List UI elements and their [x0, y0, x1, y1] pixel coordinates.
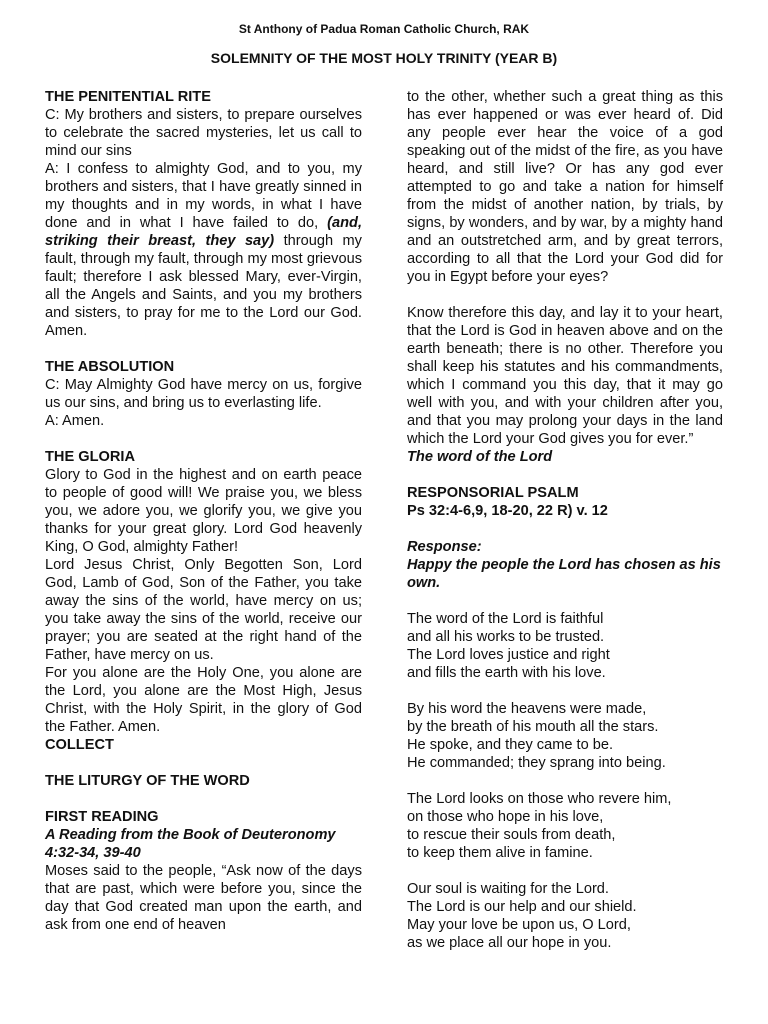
- psalm-verse-line: and fills the earth with his love.: [407, 665, 606, 681]
- psalm-verse-line: and all his works to be trusted.: [407, 629, 605, 645]
- confession-rubric: (and, striking their breast, they say): [45, 215, 363, 249]
- psalm-response-text: Happy the people the Lord has chosen as his own.: [407, 557, 721, 591]
- gloria-paragraph-1: Glory to God in the highest and on earth peace to people of good will! We praise you, we bless you, we adore you, we glorify you, we give you thanks for your great glory. Lord God heavenly King, O God, almighty Father!: [45, 467, 362, 555]
- absolution-celebrant: C: May Almighty God have mercy on us, forgive us our sins, and bring us to everlasting life.: [45, 377, 362, 411]
- psalm-verse-line: The Lord looks on those who revere him,: [407, 791, 672, 807]
- psalm-verse-line: He spoke, and they came to be.: [407, 737, 614, 753]
- right-column: [407, 88, 723, 952]
- psalm-verse-line: to rescue their souls from death,: [407, 827, 616, 843]
- collect-heading: COLLECT: [45, 737, 114, 753]
- first-reading-heading: FIRST READING: [45, 809, 159, 825]
- psalm-verse-line: He commanded; they sprang into being.: [407, 755, 666, 771]
- first-reading-closing: The word of the Lord: [407, 449, 553, 465]
- psalm-verse-line: by the breath of his mouth all the stars.: [407, 719, 659, 735]
- gloria-heading: THE GLORIA: [45, 449, 135, 465]
- first-reading-text-continued: to the other, whether such a great thing as this has ever happened or was ever heard of. Did any people ever hear the voice of a god speaking out of the midst of the fire, as you have heard, and still live? Or has any god ever attempted to go and take a nation for himself from the midst of another nation, by trials, by signs, by wonders, and by war, by a mighty hand and an outstretched arm, and by great terrors, according to all that the Lord your God did for you in Egypt before your eyes?: [407, 89, 723, 285]
- psalm-verse-line: The word of the Lord is faithful: [407, 611, 604, 627]
- psalm-verse-line: to keep them alive in famine.: [407, 845, 593, 861]
- psalm-verse-line: on those who hope in his love,: [407, 809, 604, 825]
- psalm-verse-line: Our soul is waiting for the Lord.: [407, 881, 609, 897]
- first-reading-text-start: Moses said to the people, “Ask now of the days that are past, which were before you, since the day that God created man upon the earth, and ask from one end of heaven: [45, 863, 362, 933]
- psalm-reference: Ps 32:4-6,9, 18-20, 22 R) v. 12: [407, 503, 608, 519]
- psalm-heading: RESPONSORIAL PSALM: [407, 485, 579, 501]
- liturgy-heading: THE LITURGY OF THE WORD: [45, 773, 250, 789]
- first-reading-source: A Reading from the Book of Deuteronomy 4:32-34, 39-40: [45, 827, 336, 861]
- left-column: [45, 88, 362, 934]
- gloria-paragraph-3: For you alone are the Holy One, you alone are the Lord, you alone are the Most High, Jesus Christ, with the Holy Spirit, in the glory of God the Father. Amen.: [45, 665, 362, 735]
- psalm-verse-line: as we place all our hope in you.: [407, 935, 612, 951]
- first-reading-paragraph-2: Know therefore this day, and lay it to your heart, that the Lord is God in heaven above and on the earth beneath; there is no other. Therefore you shall keep his statutes and his commandments, which I command you this day, that it may go well with you, and with your children after you, and that you may prolong your days in the land which the Lord your God gives you for ever.”: [407, 305, 723, 447]
- confession-start: A: I confess to almighty God, and to you, my brothers and sisters, that I have greatly sinned in my thoughts and in my words, in what I have done and in what I have failed to do,: [45, 161, 362, 231]
- penitential-celebrant: C: My brothers and sisters, to prepare ourselves to celebrate the sacred mysteries, let us call to mind our sins: [45, 107, 362, 159]
- penitential-heading: THE PENITENTIAL RITE: [45, 89, 211, 105]
- absolution-response: A: Amen.: [45, 413, 105, 429]
- psalm-verse-line: May your love be upon us, O Lord,: [407, 917, 631, 933]
- page-title: SOLEMNITY OF THE MOST HOLY TRINITY (YEAR B): [210, 50, 558, 66]
- psalm-verse-line: The Lord is our help and our shield.: [407, 899, 637, 915]
- psalm-verse-line: By his word the heavens were made,: [407, 701, 647, 717]
- church-name: St Anthony of Padua Roman Catholic Church, RAK: [238, 22, 530, 36]
- confession-end: through my fault, through my fault, through my most grievous fault; therefore I ask blessed Mary, ever-Virgin, all the Angels and Saints, and you my brothers and sisters, to pray for me to the Lord our God. Amen.: [45, 233, 362, 339]
- penitential-confession: [45, 160, 362, 340]
- psalm-verse-line: The Lord loves justice and right: [407, 647, 610, 663]
- absolution-heading: THE ABSOLUTION: [45, 359, 175, 375]
- gloria-paragraph-2: Lord Jesus Christ, Only Begotten Son, Lord God, Lamb of God, Son of the Father, you take away the sins of the world, have mercy on us; you take away the sins of the world, receive our prayer; you are seated at the right hand of the Father, have mercy on us.: [45, 557, 362, 663]
- psalm-response-label: Response:: [407, 539, 482, 555]
